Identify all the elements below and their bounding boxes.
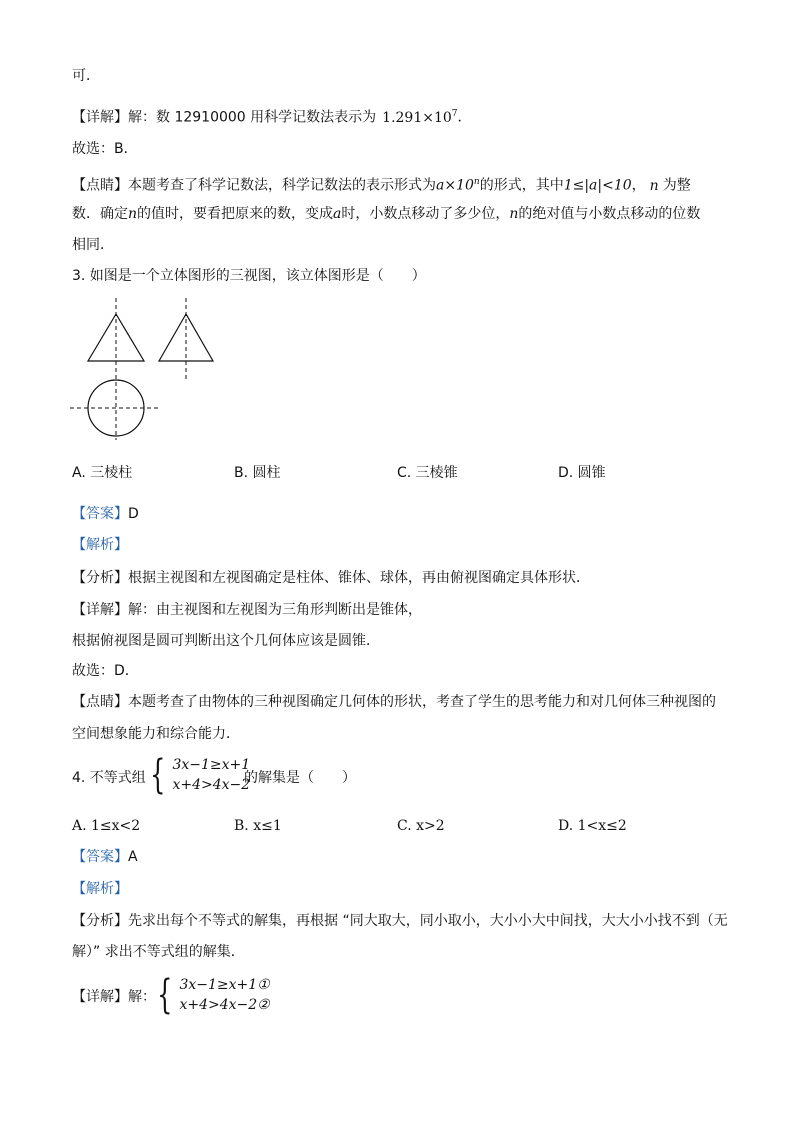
text-line [72, 66, 100, 86]
question-4-tail [244, 768, 356, 788]
answer-line [72, 504, 139, 524]
question-4-label [72, 768, 146, 788]
text-line [72, 987, 156, 1007]
text-fragment: 空间想象能力和综合能力． [72, 726, 240, 742]
question-text: 3. 如图是一个立体图形的三视图，该立体图形是（ ） [72, 268, 426, 284]
text-fragment: 可． [72, 68, 100, 84]
brace: { [157, 972, 173, 1018]
text-line [72, 942, 245, 962]
text-fragment: 解： [128, 989, 156, 1005]
math-expression: 1.291×10 [382, 109, 452, 126]
text-line [72, 568, 590, 588]
option-text: A. 三棱柱 [72, 465, 133, 481]
inequality-1: 3x−1≥x+1 [172, 757, 251, 773]
option-b [234, 463, 281, 483]
option-d [558, 816, 627, 836]
option-text: A. 1≤x<2 [72, 818, 141, 834]
section-tag: 【分析】 [72, 570, 128, 586]
text-fragment: 时，小数点移动了多少位， [341, 206, 510, 222]
text-fragment: 故选：B． [72, 141, 138, 157]
inequality-2: x+4>4x−2② [179, 997, 270, 1013]
analysis-heading [72, 879, 128, 899]
math-exponent: n [473, 177, 480, 187]
text-fragment: ． [457, 109, 472, 126]
system-rows [172, 755, 250, 795]
option-c [397, 463, 458, 483]
section-tag: 【分析】 [72, 913, 128, 929]
analysis-heading [72, 535, 128, 555]
inequality-1: 3x−1≥x+1① [179, 977, 270, 993]
option-text: B. x≤1 [234, 818, 282, 834]
math-variable: n [509, 206, 519, 222]
option-c [397, 816, 445, 836]
text-line [72, 104, 472, 128]
text-line [72, 692, 716, 712]
text-fragment: 根据主视图和左视图确定是柱体、锥体、球体，再由俯视图确定具体形状． [128, 570, 590, 586]
text-fragment: 的值时，要看把原来的数，变成 [137, 206, 334, 222]
option-text: C. x>2 [397, 818, 445, 834]
text-fragment: 本题考查了由物体的三种视图确定几何体的形状，考查了学生的思考能力和对几何体三种视图的 [128, 694, 716, 710]
section-tag: 【详解】 [72, 109, 128, 126]
answer-tag: 【答案】 [72, 849, 128, 865]
answer-value: A [128, 849, 138, 865]
text-line [72, 724, 240, 744]
text-fragment: 的绝对值与小数点移动的位数 [518, 206, 701, 222]
inequality-system [152, 972, 270, 1018]
answer-value: D [128, 506, 139, 522]
three-view-figure [66, 296, 166, 442]
text-line [72, 661, 139, 681]
option-a [72, 463, 132, 483]
text-fragment: 为整 [662, 177, 691, 194]
inequality-system [145, 752, 251, 798]
math-expression: a×10 [436, 177, 474, 194]
text-line [72, 172, 691, 196]
question-text: 的解集是（ ） [244, 770, 356, 786]
section-tag: 【详解】 [72, 989, 128, 1005]
answer-tag: 【答案】 [72, 506, 128, 522]
text-fragment: 解：数 12910000 用科学记数法表示为 [128, 109, 377, 126]
section-tag: 【点睛】 [72, 177, 128, 194]
text-fragment: 相同． [72, 237, 114, 253]
question-3 [72, 266, 426, 286]
text-fragment: 本题考查了科学记数法，科学记数法的表示形式为 [128, 177, 436, 194]
option-d [558, 463, 606, 483]
math-variable: n [649, 177, 659, 194]
text-fragment: 先求出每个不等式的解集，再根据 “同大取大，同小取小，大小小大中间找，大大小小找不到（无 [128, 913, 728, 929]
text-fragment: 根据俯视图是圆可判断出这个几何体应该是圆锥． [72, 633, 380, 649]
option-text: D. 1<x≤2 [558, 818, 627, 834]
math-expression: 1≤|a|<10 [563, 177, 632, 194]
text-line [72, 235, 114, 255]
text-fragment: 数．确定 [72, 206, 128, 222]
section-tag: 【详解】 [72, 602, 128, 618]
math-variable: n [128, 206, 138, 222]
inequality-2: x+4>4x−2 [172, 777, 251, 793]
text-fragment: 故选：D． [72, 663, 139, 679]
text-line [72, 911, 728, 931]
question-text: 4. 不等式组 [72, 770, 146, 786]
analysis-tag: 【解析】 [72, 537, 128, 553]
brace: { [150, 752, 166, 798]
section-tag: 【点睛】 [72, 694, 128, 710]
system-rows [179, 975, 269, 1015]
text-fragment: ， [631, 177, 646, 194]
option-a [72, 816, 140, 836]
answer-line [72, 847, 138, 867]
analysis-tag: 【解析】 [72, 881, 128, 897]
text-fragment: 解：由主视图和左视图为三角形判断出是锥体， [128, 602, 422, 618]
text-line [72, 600, 422, 620]
text-fragment: 解）” 求出不等式组的解集． [72, 944, 245, 960]
text-line [72, 139, 138, 159]
option-text: D. 圆锥 [558, 465, 606, 481]
text-fragment: 的形式，其中 [479, 177, 564, 194]
math-variable: a [333, 206, 342, 222]
text-line [72, 631, 380, 651]
text-line [72, 204, 700, 224]
option-text: C. 三棱锥 [397, 465, 458, 481]
side-view-figure [154, 296, 218, 386]
math-exponent: 7 [451, 109, 458, 119]
option-text: B. 圆柱 [234, 465, 281, 481]
option-b [234, 816, 282, 836]
